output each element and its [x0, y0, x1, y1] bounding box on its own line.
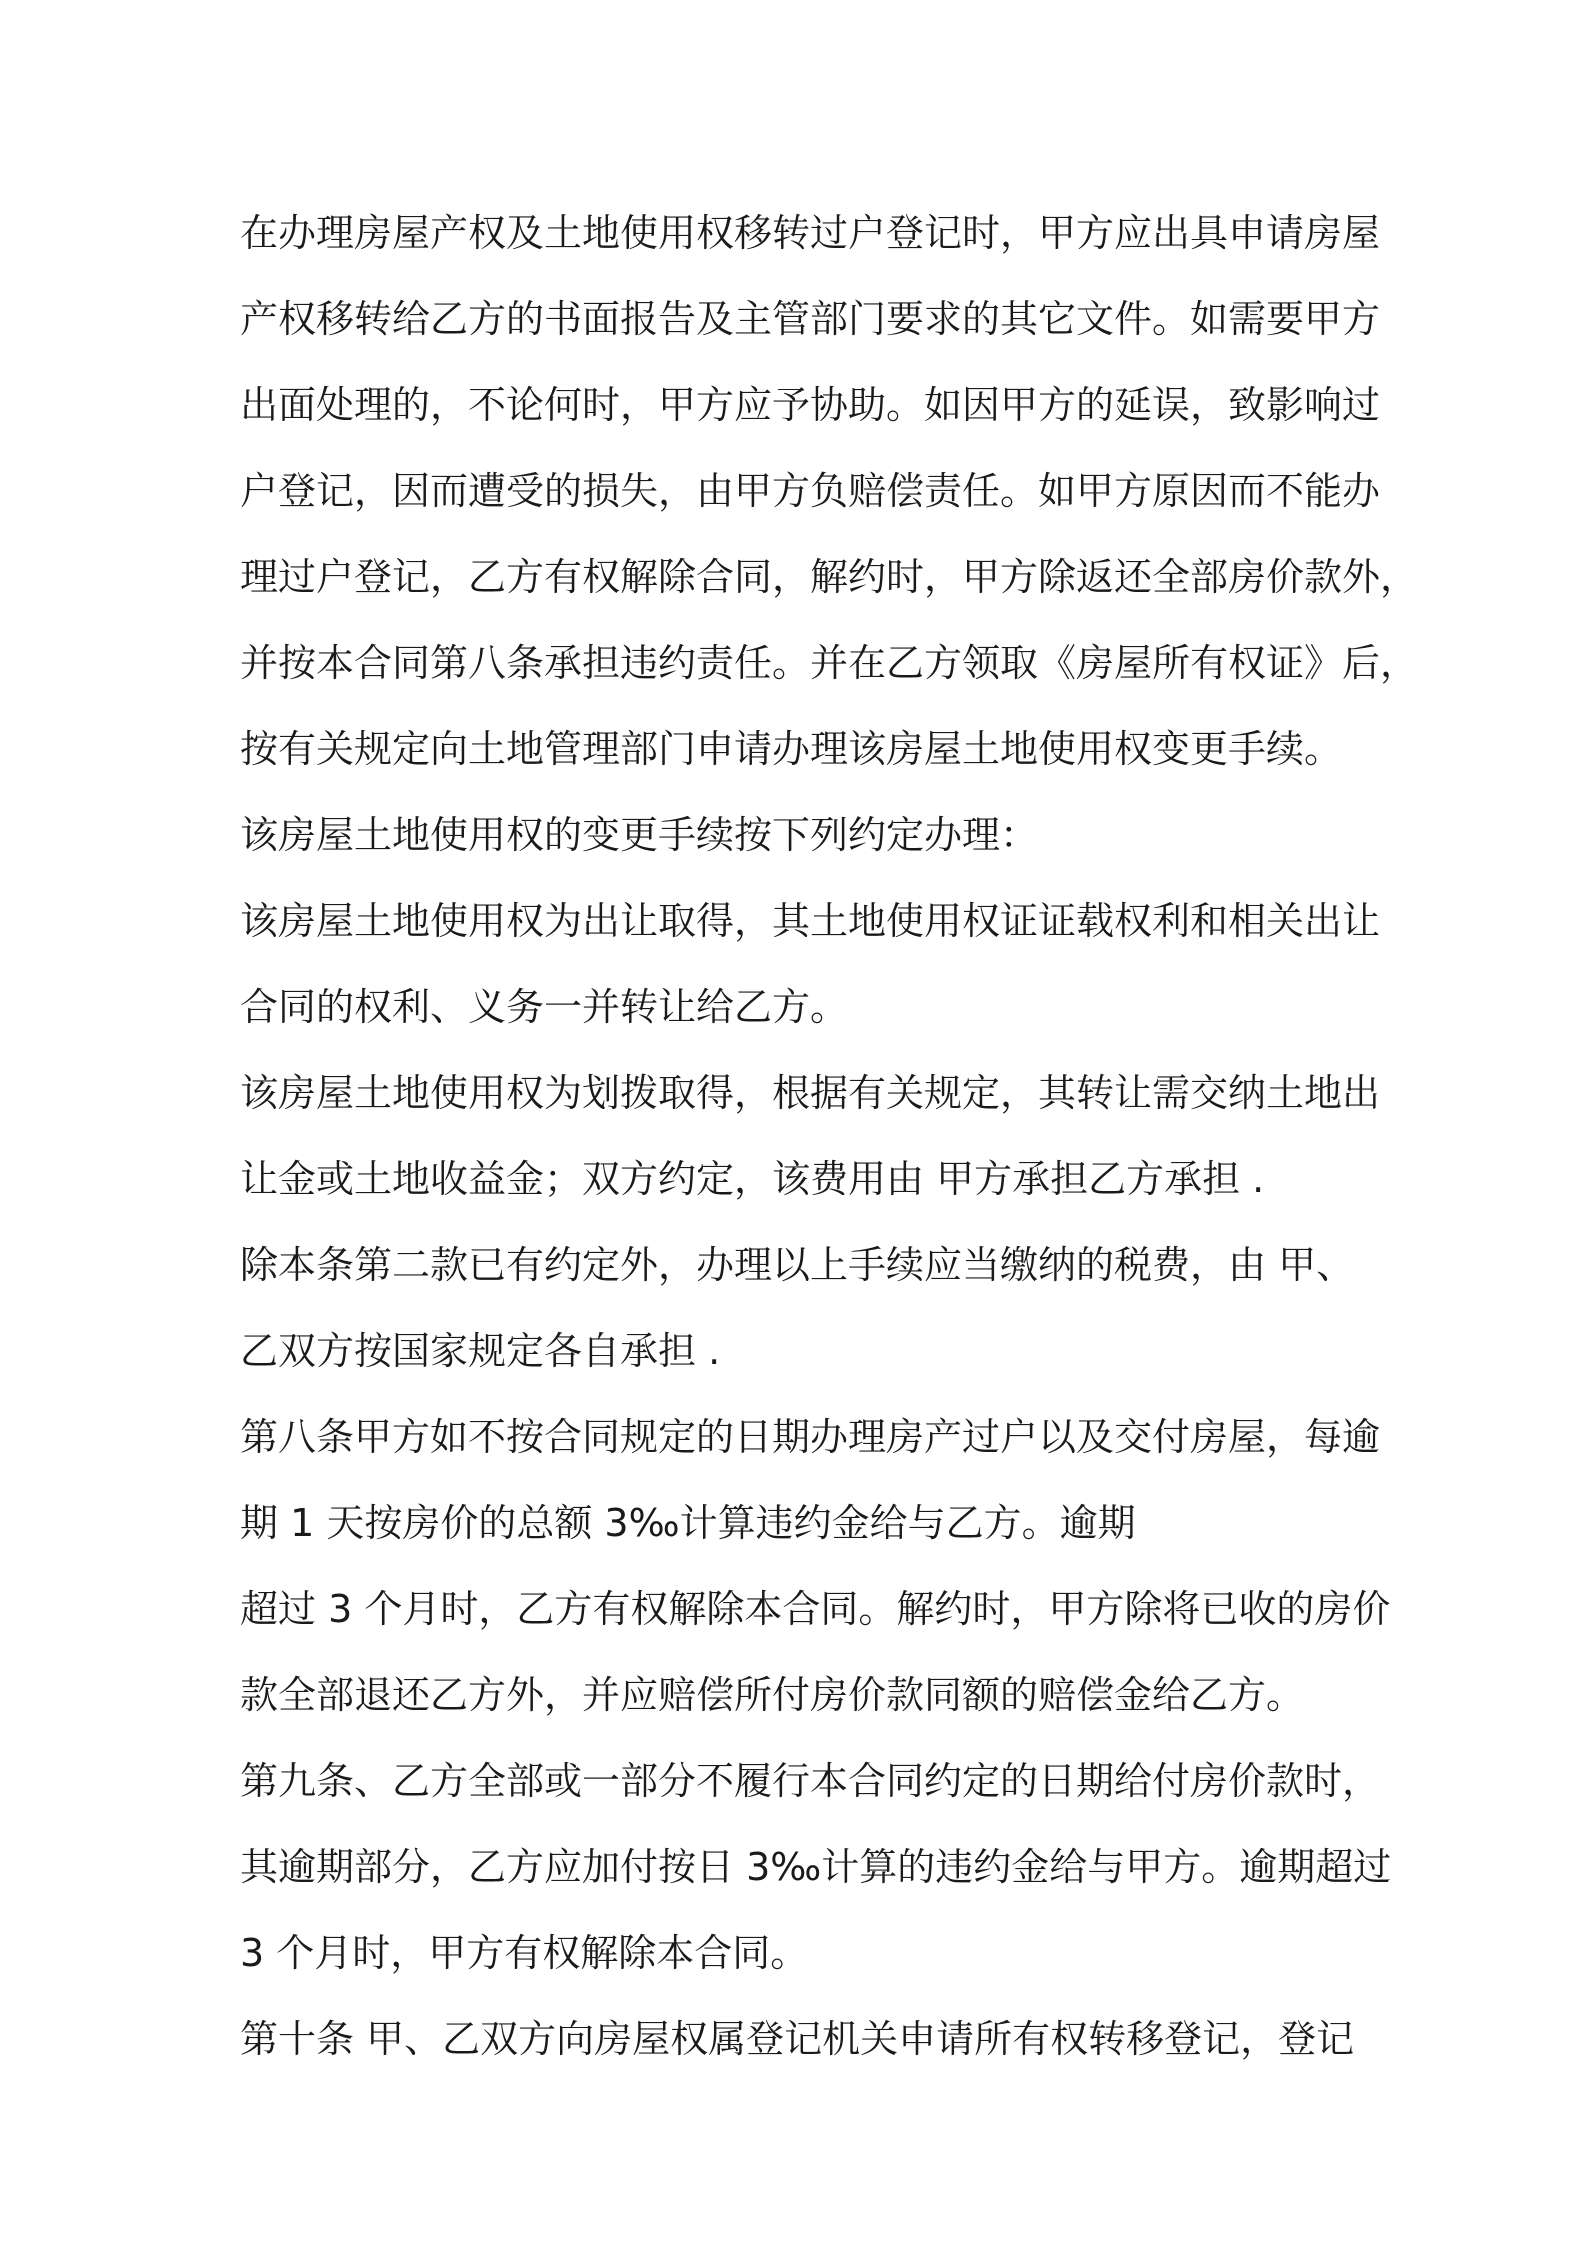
text-line: 3 个月时，甲方有权解除本合同。: [240, 1931, 809, 1975]
text-line: 理过户登记，乙方有权解除合同，解约时，甲方除返还全部房价款外，: [240, 555, 1419, 599]
text-line: 款全部退还乙方外，并应赔偿所付房价款同额的赔偿金给乙方。: [240, 1673, 1305, 1717]
text-line: 出面处理的，不论何时，甲方应予协助。如因甲方的延误，致影响过: [240, 383, 1381, 427]
text-line: 超过 3 个月时，乙方有权解除本合同。解约时，甲方除将已收的房价: [240, 1587, 1391, 1631]
text-line: 期 1 天按房价的总额 3‰计算违约金给与乙方。逾期: [240, 1501, 1136, 1545]
document-body: [240, 190, 1419, 2082]
text-line: 第九条、乙方全部或一部分不履行本合同约定的日期给付房价款时，: [240, 1759, 1381, 1803]
text-line: 第八条甲方如不按合同规定的日期办理房产过户以及交付房屋，每逾: [240, 1415, 1381, 1459]
text-line: 第十条 甲、乙双方向房屋权属登记机关申请所有权转移登记，登记: [240, 2017, 1355, 2061]
text-line: 按有关规定向土地管理部门申请办理该房屋土地使用权变更手续。: [240, 727, 1343, 771]
text-line: 该房屋土地使用权为出让取得，其土地使用权证证载权利和相关出让: [240, 899, 1381, 943]
text-line: 合同的权利、义务一并转让给乙方。: [240, 985, 849, 1029]
text-line: 并按本合同第八条承担违约责任。并在乙方领取《房屋所有权证》后，: [240, 641, 1419, 685]
text-line: 户登记，因而遭受的损失，由甲方负赔偿责任。如甲方原因而不能办: [240, 469, 1381, 513]
text-line: 在办理房屋产权及土地使用权移转过户登记时，甲方应出具申请房屋: [240, 211, 1381, 255]
text-line: 乙双方按国家规定各自承担 .: [240, 1329, 721, 1373]
text-line: 让金或土地收益金；双方约定，该费用由 甲方承担乙方承担 .: [240, 1157, 1265, 1201]
text-line: 该房屋土地使用权的变更手续按下列约定办理：: [240, 813, 1039, 857]
text-line: 产权移转给乙方的书面报告及主管部门要求的其它文件。如需要甲方: [240, 297, 1381, 341]
text-line: 其逾期部分，乙方应加付按日 3‰计算的违约金给与甲方。逾期超过: [240, 1845, 1392, 1889]
text-line: 除本条第二款已有约定外，办理以上手续应当缴纳的税费，由 甲、: [240, 1243, 1355, 1287]
text-line: 该房屋土地使用权为划拨取得，根据有关规定，其转让需交纳土地出: [240, 1071, 1381, 1115]
